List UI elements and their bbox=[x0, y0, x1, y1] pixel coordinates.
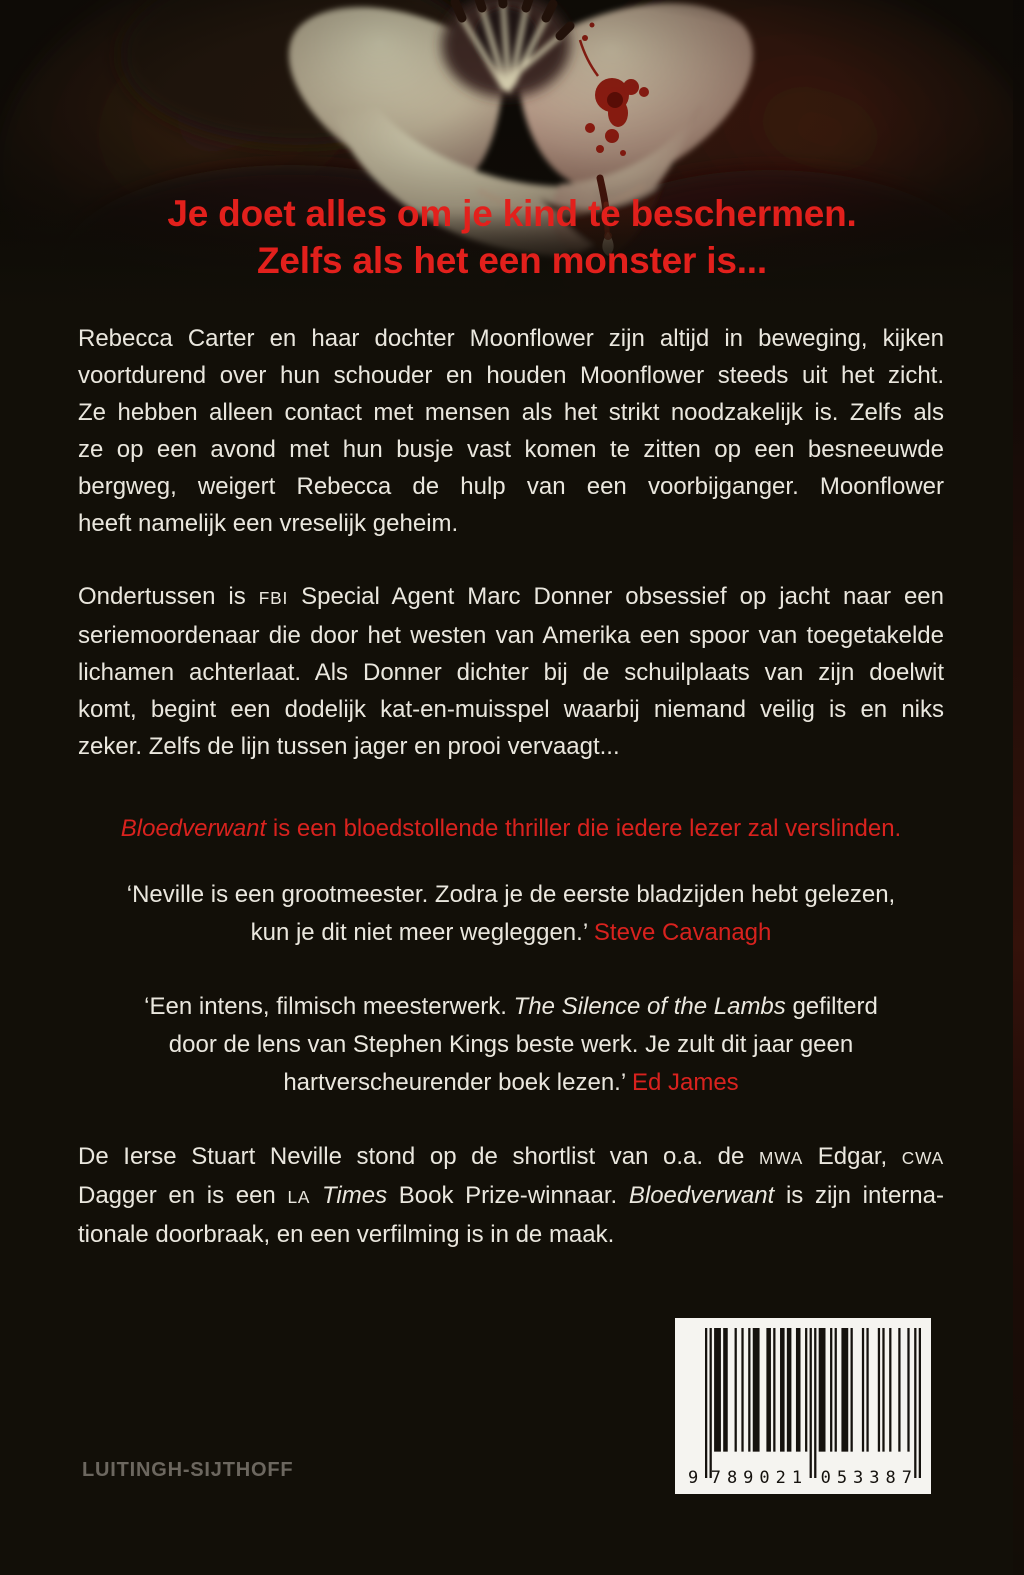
cover-headline: Je doet alles om je kind te beschermen. Zelfs als het een monster is... bbox=[167, 193, 857, 281]
synopsis-paragraph-1: Rebecca Carter en haar dochter Moonflower zijn altijd in beweging, kijken voortdurend over hun schouder en houden Moonflower steeds uit het zicht. Ze hebben alleen contact met mensen als het strikt noodzakelijk is. Zelfs als ze op een avond met hun busje vast komen te zitten op een besneeuwde bergweg, weigert Rebecca de hulp van een voorbijganger. Moonflower heeft namelijk een vreselijk geheim. bbox=[78, 325, 944, 537]
publisher-logo: LUITINGH-SIJTHOFF bbox=[82, 1459, 294, 1481]
isbn-barcode bbox=[675, 1318, 931, 1494]
barcode-group-1: 789021 bbox=[710, 1468, 809, 1488]
tagline: Bloedverwant is een bloedstollende thriller die iedere lezer zal verslinden. bbox=[120, 815, 902, 842]
barcode-digit-system: 9 bbox=[688, 1468, 699, 1488]
author-bio: De Ierse Stuart Neville stond op de shortlist van o.a. de MWA Edgar, CWA Dagger en is een LA Times Book Prize-winnaar. Bloedverwant is zijn interna- tionale doorbraak, en een verfilming is in de maak. bbox=[78, 1143, 944, 1248]
review-quote-cavanagh: ‘Neville is een grootmeester. Zodra je de eerste bladzijden hebt gelezen, kun je dit niet meer wegleggen.’ Steve Cavanagh bbox=[126, 881, 896, 946]
review-quote-james: ‘Een intens, filmisch meesterwerk. The Silence of the Lambs gefilterd door de lens van Stephen Kings beste werk. Je zult dit jaar geen hartverscheurender boek lezen.’ Ed James bbox=[144, 993, 878, 1096]
synopsis-paragraph-2: Ondertussen is FBI Special Agent Marc Donner obsessief op jacht naar een seriemoordenaar die door het westen van Amerika een spoor van toegetakelde lichamen achterlaat. Als Donner dichter bij de schuilplaats van zijn doelwit komt, begint een dodelijk kat-en-muisspel waarbij niemand veilig is en niks zeker. Zelfs de lijn tussen jager en prooi vervaagt... bbox=[78, 583, 944, 760]
barcode-group-2: 053387 bbox=[820, 1468, 918, 1488]
barcode-digits bbox=[688, 1467, 918, 1489]
barcode-bars bbox=[705, 1328, 921, 1478]
